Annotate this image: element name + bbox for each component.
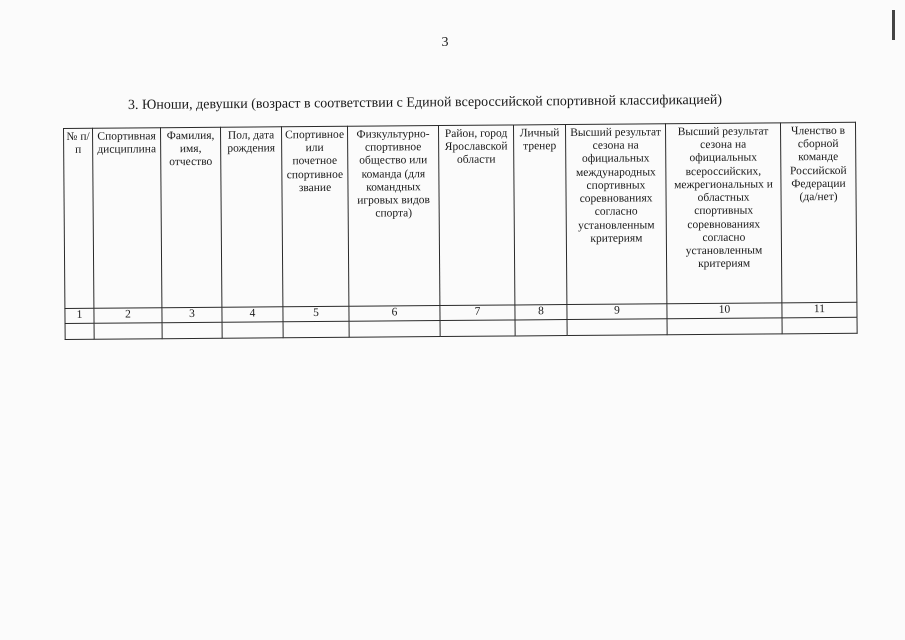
header-cell-full-name: Фамилия, имя, отчество [161, 127, 222, 307]
empty-cell [162, 323, 222, 339]
header-cell-international-result: Высший результат сезона на официальных международных спортивных соревнованиях согласно установленным критериям [565, 124, 666, 304]
empty-cell [667, 318, 782, 335]
empty-cell [567, 319, 667, 335]
column-number-cell: 7 [440, 305, 515, 321]
page-number: 3 [441, 35, 449, 50]
empty-cell [440, 320, 515, 336]
header-cell-national-result: Высший результат сезона на официальных всероссийских, межрегиональных и областных спортивных соревнованиях согласно установленным критериям [665, 123, 781, 304]
column-number-cell: 3 [162, 307, 222, 323]
empty-cell [349, 321, 440, 337]
empty-cell [222, 322, 283, 338]
empty-cell [515, 320, 567, 336]
header-cell-district: Район, город Ярославской области [438, 125, 514, 305]
empty-cell [283, 322, 349, 338]
header-cell-discipline: Спортивная дисциплина [93, 128, 162, 308]
column-number-cell: 4 [222, 306, 283, 322]
column-number-cell: 9 [567, 303, 667, 319]
scan-edge-mark [892, 10, 895, 40]
column-number-cell: 11 [782, 302, 857, 318]
header-cell-sex-birthdate: Пол, дата рождения [220, 127, 282, 307]
column-number-cell: 5 [283, 306, 349, 322]
section-title: 3. Юноши, девушки (возраст в соответствии с Единой всероссийской спортивной классификацией) [127, 92, 723, 113]
empty-cell [65, 324, 94, 340]
table-header-row [64, 122, 857, 308]
column-number-cell: 10 [667, 303, 782, 320]
empty-cell [94, 323, 162, 339]
header-cell-national-team: Членство в сборной команде Российской Федерации (да/нет) [780, 122, 856, 302]
column-number-cell: 6 [349, 305, 440, 321]
header-cell-number: № п/п [64, 128, 94, 308]
column-number-cell: 1 [65, 308, 94, 324]
header-cell-sport-society: Физкультурно-спортивное общество или команда (для командных игровых видов спорта) [347, 126, 439, 306]
column-number-cell: 2 [94, 307, 162, 323]
athletes-table-container [63, 122, 857, 340]
header-cell-coach: Личный тренер [513, 125, 566, 305]
athletes-table [63, 122, 858, 340]
column-number-cell: 8 [515, 304, 567, 320]
header-cell-sport-title: Спортивное или почетное спортивное звание [281, 126, 348, 306]
empty-cell [782, 318, 857, 334]
